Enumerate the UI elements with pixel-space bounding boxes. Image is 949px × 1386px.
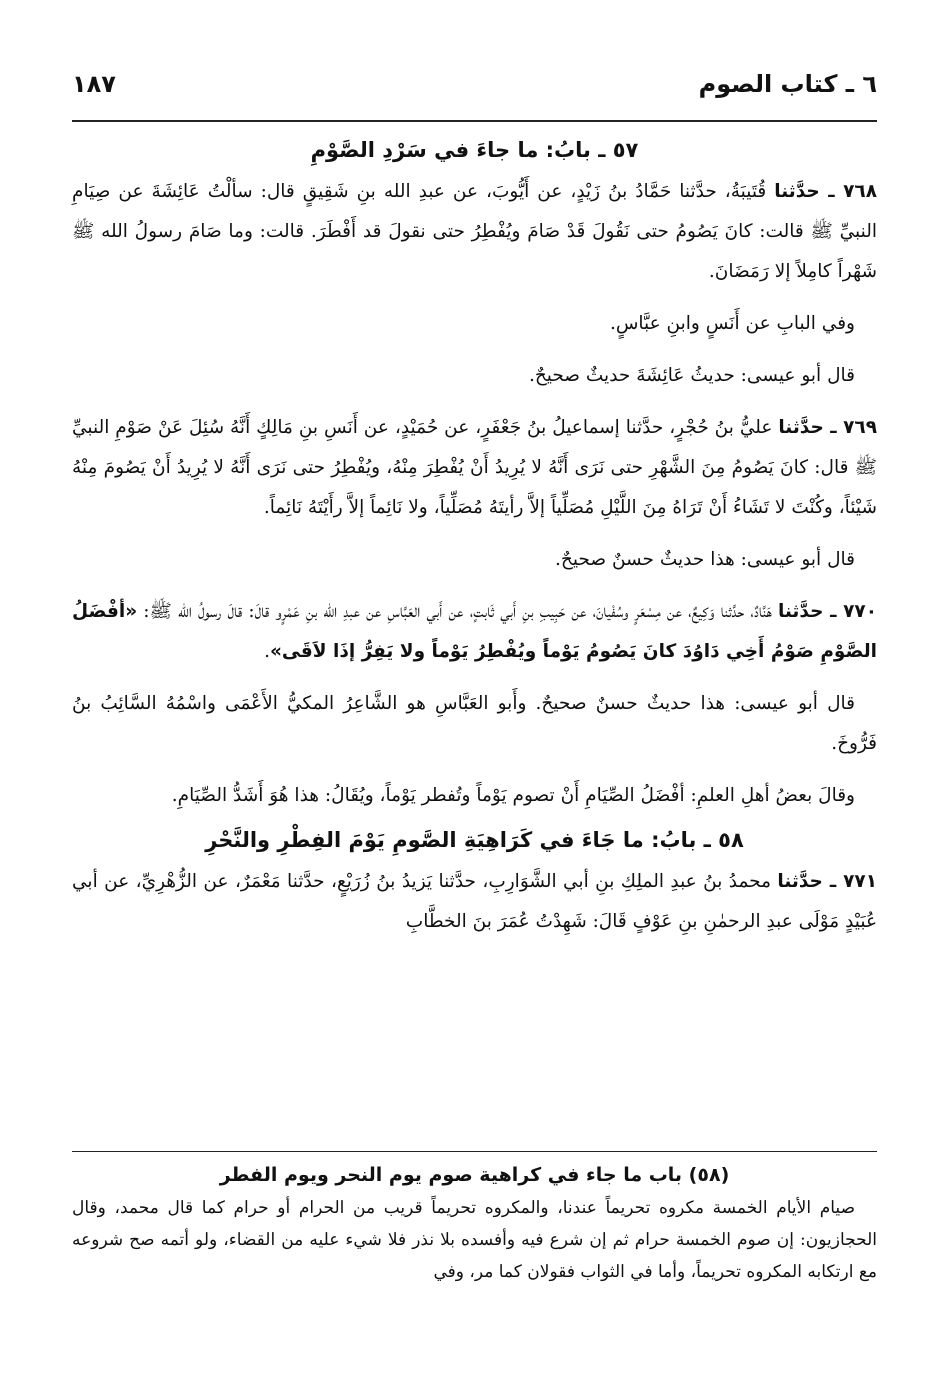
- hadith-text: هَنَّادٌ، حدَّثنا وَكِيعٌ، عن مِسْعَرٍ وسُفْيانَ، عن حَبِيبِ بنِ أَبي ثَابتٍ، عن أَبي العَبَّاسِ عن عبدِ الله بنِ عَمْرٍو قالَ: قالَ رسولُ الله ﷺ:: [137, 601, 778, 622]
- running-title: ٦ ـ كتاب الصوم: [698, 70, 877, 98]
- hadith-text: محمدُ بنُ عبدِ الملِكِ بنِ أبي الشَّوَارِبِ، حدَّثنا يَزيدُ بنُ زُرَيْعٍ، حدَّثنا مَعْمَرٌ، عن الزُّهْرِيِّ، عن أبي عُبَيْدٍ مَوْلَى عبدِ الرحمٰنِ بنِ عَوْفٍ قَالَ: شَهِدْتُ عُمَرَ بنَ الخطَّابِ: [72, 871, 877, 932]
- hadith-number: ٧٧٠ ـ حدَّثنا: [777, 601, 877, 622]
- footnote-text: صيام الأيام الخمسة مكروه تحريماً عندنا، والمكروه تحريماً قريب من الحرام أو حرام كما قال محمد، وقال الحجازيون: إن صوم الخمسة حرام ثم إن شرع فيه وأفسده بلا نذر فلا شيء عليه من القضاء، ولو أتمه صح شروعه مع ارتكابه المكروه تحريماً، وأما في الثواب فقولان كما مر، وفي: [72, 1198, 877, 1282]
- footnote-area: [72, 1164, 877, 1288]
- header-divider: [72, 120, 877, 122]
- paragraph-scholars: وقالَ بعضُ أهلِ العلمِ: أفْضَلُ الصِّيَامِ أَنْ تصوم يَوْماً وتُفطر يَوْماً، ويُقَالُ: هذا هُوَ أَشَدُّ الصِّيَامِ.: [171, 785, 855, 806]
- hadith-number: ٧٦٨ ـ حدَّثنا: [774, 181, 877, 202]
- page-header: [72, 70, 877, 110]
- hadith-number: ٧٧١ ـ حدَّثنا: [777, 871, 878, 892]
- chapter-heading-57: ٥٧ ـ بابُ: ما جاءَ في سَرْدِ الصَّوْمِ: [310, 138, 639, 162]
- page-number: ١٨٧: [72, 70, 116, 98]
- hadith-number: ٧٦٩ ـ حدَّثنا: [778, 417, 877, 438]
- paragraph-abu-isa-1: قال أبو عيسى: حديثُ عَائِشَةَ حديثٌ صحيحٌ.: [528, 365, 855, 386]
- prophetic-quote: «أفْضَلُ الصَّوْمِ صَوْمُ أَخِي دَاوُدَ كانَ يَصُومُ يَوْماً ويُفْطِرُ يَوْماً ولا يَفِرُّ إذَا لاَقَى»: [72, 601, 877, 662]
- hadith-text: عليُّ بنُ حُجْرٍ، حدَّثنا إسماعيلُ بنُ جَعْفَرٍ، عن حُمَيْدٍ، عن أَنَسِ بنِ مَالِكٍ أَنَّهُ سُئِلَ عَنْ صَوْمِ النبيِّ ﷺ قال: كانَ يَصُومُ مِنَ الشَّهْرِ حتى نَرَى أَنَّهُ لا يُرِيدُ أَنْ يُفْطِرَ مِنْهُ، ويُفْطِرُ حتى نَرَى أَنَّهُ لا يُرِيدُ أَنْ يَصُومَ مِنْهُ شَيْئاً، وكُنْتَ لا تَشَاءُ أَنْ تَرَاهُ مِنَ اللَّيْلِ مُصَلِّياً إلاَّ رأيتَهُ مُصَلِّياً، ولا نَائِماً إلاَّ رأَيْتَهُ نَائِماً.: [72, 417, 877, 518]
- hadith-text: قُتَيبَةُ، حدَّثنا حَمَّادُ بنُ زَيْدٍ، عن أَيُّوبَ، عن عبدِ الله بنِ شَقِيقٍ قال: سألْتُ عَائِشَةَ عن صِيَامِ النبيِّ ﷺ قالت: كانَ يَصُومُ حتى نَقُولَ قَدْ صَامَ ويُفْطِرُ حتى نقولَ قد أَفْطَرَ. قالت: وما صَامَ رسولُ الله ﷺ شَهْراً كامِلاً إلا رَمَضَانَ.: [72, 181, 877, 282]
- hadith-770: [72, 592, 877, 672]
- hadith-769: [72, 408, 877, 528]
- hadith-771: [72, 862, 877, 942]
- paragraph-abu-isa-3: قال أبو عيسى: هذا حديثٌ حسنٌ صحيحٌ. وأَبو العَبَّاسِ هو الشَّاعِرُ المكيُّ الأَعْمَى واسْمُهُ السَّائِبُ بنُ فَرُّوخَ.: [72, 693, 877, 754]
- hadith-768: [72, 172, 877, 292]
- hadith-text-end: .: [264, 641, 270, 662]
- paragraph-abu-isa-2: قال أبو عيسى: هذا حديثٌ حسنٌ صحيحٌ.: [555, 549, 855, 570]
- footnote-heading: (٥٨) باب ما جاء في كراهية صوم يوم النحر ويوم الفطر: [219, 1164, 730, 1186]
- chapter-heading-58: ٥٨ ـ بابُ: ما جَاءَ في كَرَاهِيَةِ الصَّومِ يَوْمَ الفِطْرِ والنَّحْرِ: [205, 828, 744, 852]
- footnote-divider: [72, 1151, 877, 1152]
- main-text: [72, 138, 877, 954]
- paragraph-bab: وفي البابِ عن أَنَسٍ وابنِ عبَّاسٍ.: [609, 313, 855, 334]
